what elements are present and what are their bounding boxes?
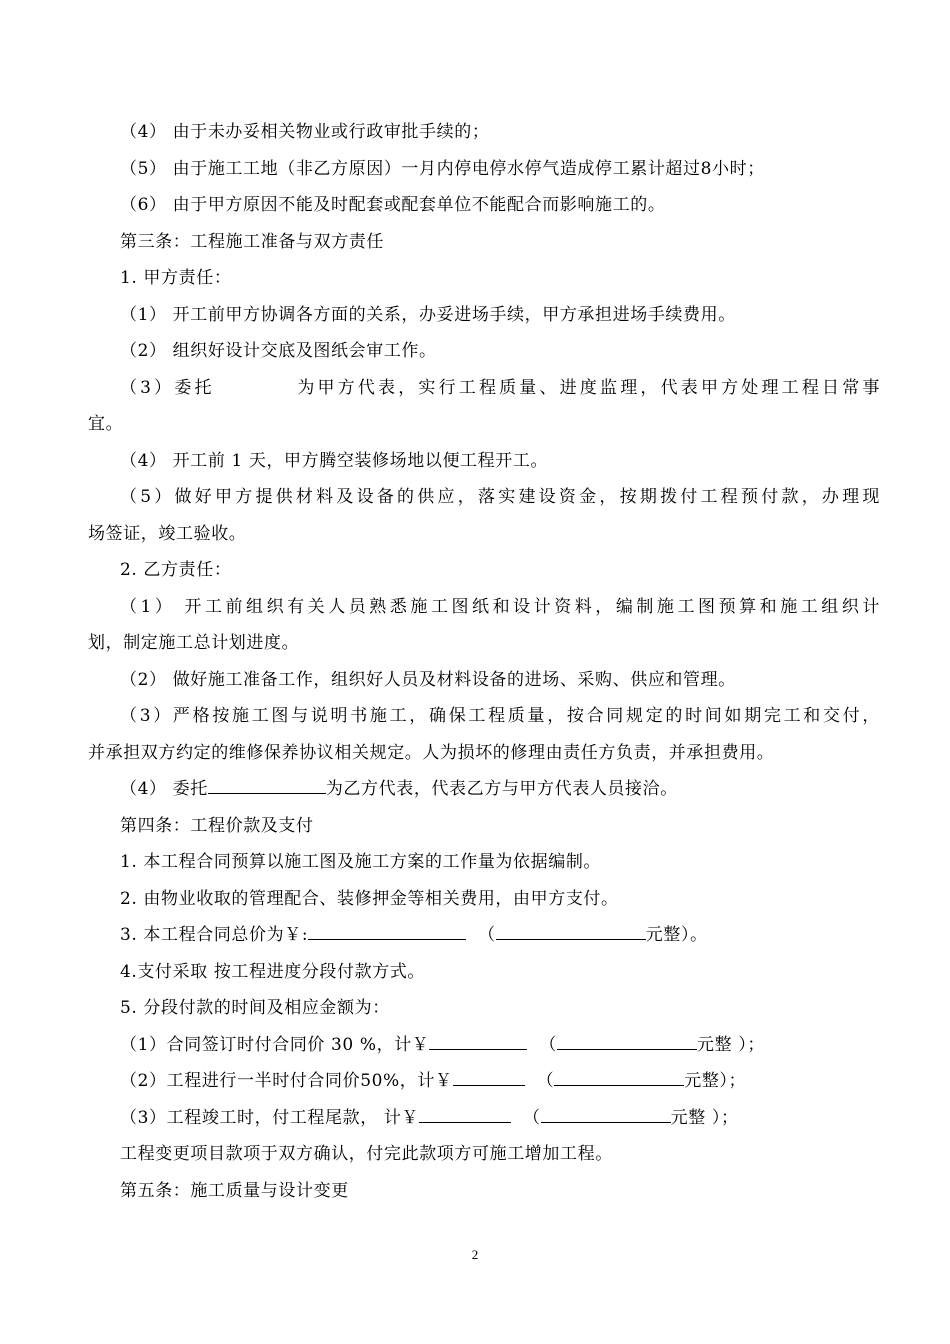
clause-continuation: 场签证，竣工验收。 bbox=[88, 523, 247, 544]
amount-words-blank[interactable] bbox=[496, 921, 646, 940]
clause-item: （5） 由于施工工地（非乙方原因）一月内停电停水停气造成停工累计超过8小时； bbox=[120, 158, 765, 179]
clause-item bbox=[88, 917, 880, 954]
clause-text: 为甲方代表，实行工程质量、进度监理，代表甲方处理工程日常事 bbox=[294, 377, 880, 398]
clause-item: （2） 做好施工准备工作，组织好人员及材料设备的进场、采购、供应和管理。 bbox=[120, 669, 736, 690]
clause-text: （ bbox=[539, 1034, 558, 1055]
article-heading: 第四条：工程价款及支付 bbox=[120, 815, 314, 836]
clause-text: 为乙方代表，代表乙方与甲方代表人员接洽。 bbox=[325, 779, 678, 799]
clause-item: 4.支付采取 按工程进度分段付款方式。 bbox=[120, 961, 426, 982]
article-heading: 第三条：工程施工准备与双方责任 bbox=[120, 231, 384, 252]
payment-item bbox=[88, 1027, 880, 1064]
section-heading: 2. 乙方责任： bbox=[120, 560, 232, 580]
amount-blank[interactable] bbox=[453, 1067, 525, 1086]
amount-words-blank[interactable] bbox=[541, 1104, 671, 1123]
clause-text: （4） 委托 bbox=[120, 779, 208, 799]
clause-text: 元整）； bbox=[684, 1071, 747, 1091]
clause-item: （4） 由于未办妥相关物业或行政审批手续的； bbox=[120, 122, 490, 142]
clause-item: （6） 由于甲方原因不能及时配套或配套单位不能配合而影响施工的。 bbox=[120, 195, 666, 215]
section-heading: 1. 甲方责任： bbox=[120, 268, 232, 288]
clause-text: （3）委托 bbox=[120, 377, 215, 398]
clause-text: 3. 本工程合同总价为￥: bbox=[120, 925, 309, 945]
clause-text: （ bbox=[523, 1107, 541, 1128]
amount-blank[interactable] bbox=[308, 921, 466, 940]
fill-in-blank[interactable] bbox=[208, 775, 326, 794]
clause-item: 5. 分段付款的时间及相应金额为： bbox=[120, 998, 390, 1018]
clause-text: 元整 ）； bbox=[670, 1107, 739, 1128]
clause-text: （3）工程竣工时，付工程尾款， 计￥ bbox=[120, 1107, 420, 1128]
payment-item bbox=[88, 1100, 880, 1137]
clause-text: （2）工程进行一半时付合同价50%，计￥ bbox=[120, 1071, 453, 1091]
clause-item: （4） 开工前 1 天，甲方腾空装修场地以便工程开工。 bbox=[120, 450, 549, 471]
clause-item: 工程变更项目款项于双方确认，付完此款项方可施工增加工程。 bbox=[120, 1144, 613, 1164]
clause-item: （5）做好甲方提供材料及设备的供应，落实建设资金，按期拨付工程预付款，办理现 bbox=[120, 487, 880, 507]
clause-item bbox=[88, 771, 880, 808]
clause-continuation: 并承担双方约定的维修保养协议相关规定。人为损坏的修理由责任方负责，并承担费用。 bbox=[88, 742, 775, 763]
clause-text: 元整）。 bbox=[645, 925, 708, 945]
clause-continuation: 划，制定施工总计划进度。 bbox=[88, 633, 300, 653]
amount-blank[interactable] bbox=[429, 1031, 527, 1050]
amount-words-blank[interactable] bbox=[557, 1031, 697, 1050]
page-number: 2 bbox=[471, 1247, 479, 1262]
clause-item: （3）严格按施工图与说明书施工，确保工程质量，按合同规定的时间如期完工和交付， bbox=[120, 706, 880, 726]
clause-text: 元整 ）； bbox=[697, 1034, 765, 1055]
document-body bbox=[88, 114, 880, 1209]
amount-words-blank[interactable] bbox=[554, 1067, 684, 1086]
clause-item: 1. 本工程合同预算以施工图及施工方案的工作量为依据编制。 bbox=[120, 852, 602, 872]
clause-text: （ bbox=[536, 1071, 555, 1091]
clause-item: （1） 开工前甲方协调各方面的关系，办妥进场手续，甲方承担进场手续费用。 bbox=[120, 304, 736, 325]
clause-item: （2） 组织好设计交底及图纸会审工作。 bbox=[120, 341, 437, 361]
clause-item: 2. 由物业收取的管理配合、装修押金等相关费用，由甲方支付。 bbox=[120, 888, 619, 909]
clause-item bbox=[88, 370, 880, 407]
clause-text: （1）合同签订时付合同价 30 %，计￥ bbox=[120, 1034, 430, 1055]
payment-item bbox=[88, 1063, 880, 1100]
clause-continuation: 宜。 bbox=[88, 414, 124, 434]
article-heading: 第五条：施工质量与设计变更 bbox=[120, 1180, 349, 1201]
amount-blank[interactable] bbox=[419, 1104, 511, 1123]
clause-text: （ bbox=[478, 925, 496, 945]
clause-item: （1） 开工前组织有关人员熟悉施工图纸和设计资料，编制施工图预算和施工组织计 bbox=[120, 596, 880, 617]
